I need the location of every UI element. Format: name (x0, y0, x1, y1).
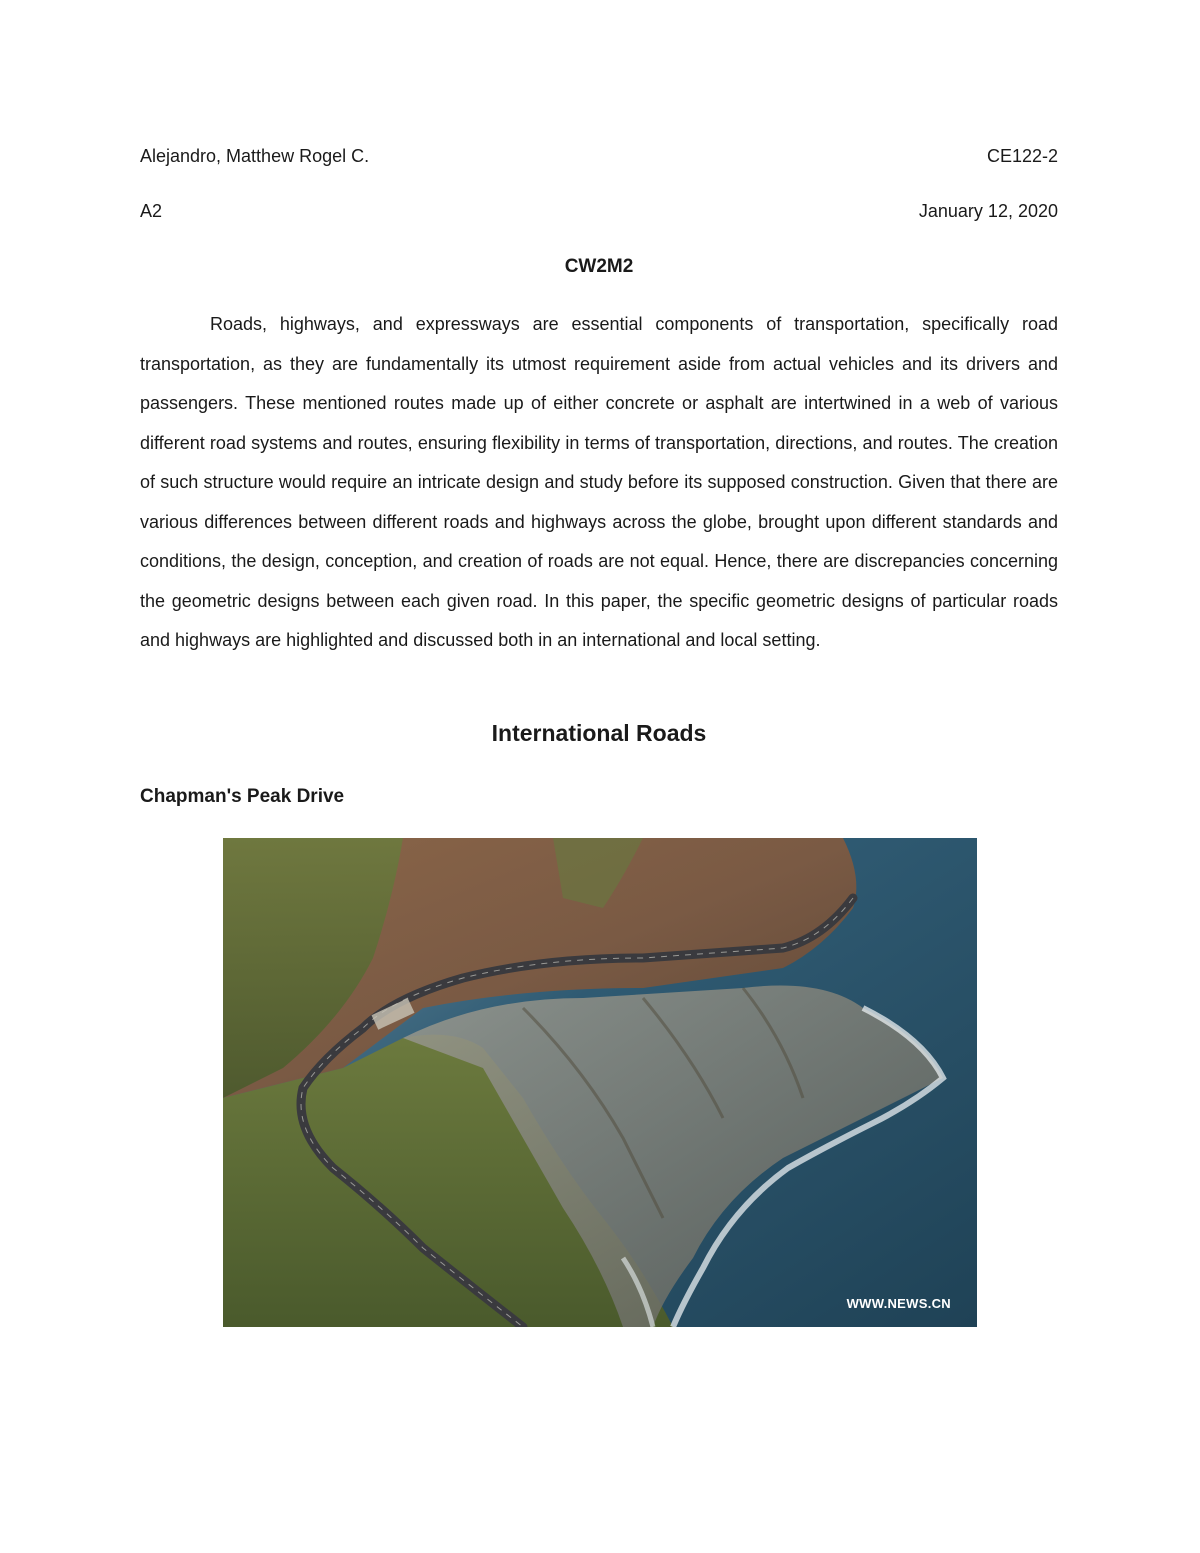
photo-watermark: WWW.NEWS.CN (846, 1296, 951, 1311)
sub-heading: Chapman's Peak Drive (140, 786, 345, 807)
header-row-1 (140, 146, 1058, 167)
road-photo (223, 838, 977, 1327)
intro-paragraph: Roads, highways, and expressways are essential components of transportation, specifically road transportation, as they are fundamentally its utmost requirement aside from actual vehicles and its drivers and passengers. These mentioned routes made up of either concrete or asphalt are intertwined in a web of various different road systems and routes, ensuring flexibility in terms of transportation, directions, and routes. The creation of such structure would require an intricate design and study before its supposed construction. Given that there are various differences between different roads and highways across the globe, brought upon different standards and conditions, the design, conception, and creation of roads are not equal. Hence, there are discrepancies concerning the geometric designs between each given road. In this paper, the specific geometric designs of particular roads and highways are highlighted and discussed both in an international and local setting. (140, 314, 1058, 650)
document-date: January 12, 2020 (918, 201, 1058, 221)
section-code: A2 (140, 201, 163, 221)
document-title: CW2M2 (564, 256, 634, 277)
course-code: CE122-2 (986, 146, 1058, 166)
coastal-road-illustration (223, 838, 977, 1327)
header-row-2 (140, 201, 1058, 222)
author-name: Alejandro, Matthew Rogel C. (140, 146, 370, 166)
section-heading: International Roads (491, 720, 707, 746)
